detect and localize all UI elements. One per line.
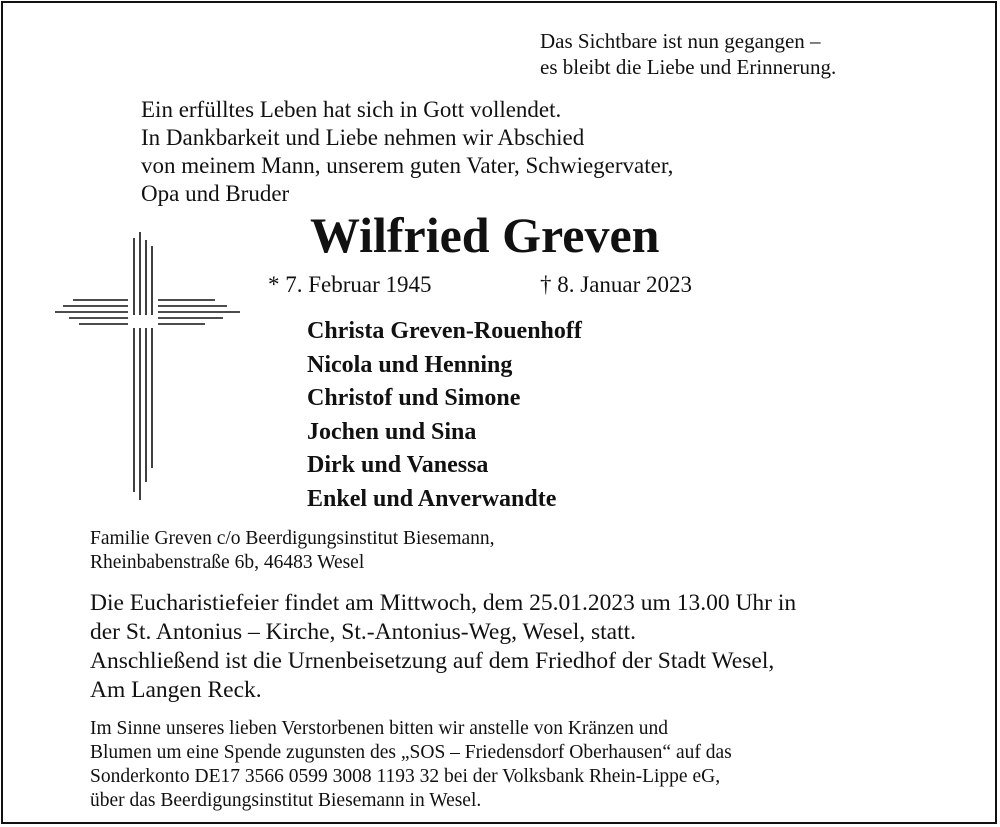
cross-icon <box>55 230 240 502</box>
service-line: Anschließend ist die Urnenbeisetzung auf dem Friedhof der Stadt Wesel, <box>90 648 775 674</box>
deceased-name: Wilfried Greven <box>310 207 660 263</box>
mourner-name: Nicola und Henning <box>307 351 513 378</box>
service-line: Die Eucharistiefeier findet am Mittwoch, dem 25.01.2023 um 13.00 Uhr in <box>90 590 797 616</box>
intro-text <box>141 96 673 208</box>
death-date: † 8. Januar 2023 <box>540 272 693 297</box>
intro-line: In Dankbarkeit und Liebe nehmen wir Abschied <box>141 125 585 150</box>
address-line: Familie Greven c/o Beerdigungsinstitut Biesemann, <box>90 528 495 549</box>
mourner-name: Christa Greven-Rouenhoff <box>307 318 582 344</box>
address-line: Rheinbabenstraße 6b, 46483 Wesel <box>90 552 365 573</box>
service-line: der St. Antonius – Kirche, St.-Antonius-Weg, Wesel, statt. <box>90 619 637 645</box>
intro-line: von meinem Mann, unserem guten Vater, Schwiegervater, <box>141 153 674 178</box>
birth-date: * 7. Februar 1945 <box>268 272 432 297</box>
service-line: Am Langen Reck. <box>90 677 262 703</box>
motto <box>540 28 836 80</box>
donation-line: über das Beerdigungsinstitut Biesemann in Wesel. <box>90 790 482 811</box>
mourner-name: Christof und Simone <box>307 385 521 411</box>
donation-line: Sonderkonto DE17 3566 0599 3008 1193 32 bei der Volksbank Rhein-Lippe eG, <box>90 766 721 787</box>
intro-line: Opa und Bruder <box>141 181 290 206</box>
mourner-name: Enkel und Anverwandte <box>307 485 557 512</box>
mourner-name: Dirk und Vanessa <box>307 452 489 478</box>
motto-line: Das Sichtbare ist nun gegangen – <box>540 29 821 53</box>
donation-note <box>90 717 732 813</box>
mourner-name: Jochen und Sina <box>307 418 477 445</box>
intro-line: Ein erfülltes Leben hat sich in Gott vollendet. <box>141 97 562 122</box>
contact-address <box>90 527 495 575</box>
service-info <box>90 589 796 705</box>
mourners-list <box>307 315 582 516</box>
donation-line: Blumen um eine Spende zugunsten des „SOS – Friedensdorf Oberhausen“ auf das <box>90 742 732 763</box>
motto-line: es bleibt die Liebe und Erinnerung. <box>540 55 837 79</box>
donation-line: Im Sinne unseres lieben Verstorbenen bitten wir anstelle von Kränzen und <box>90 718 668 739</box>
